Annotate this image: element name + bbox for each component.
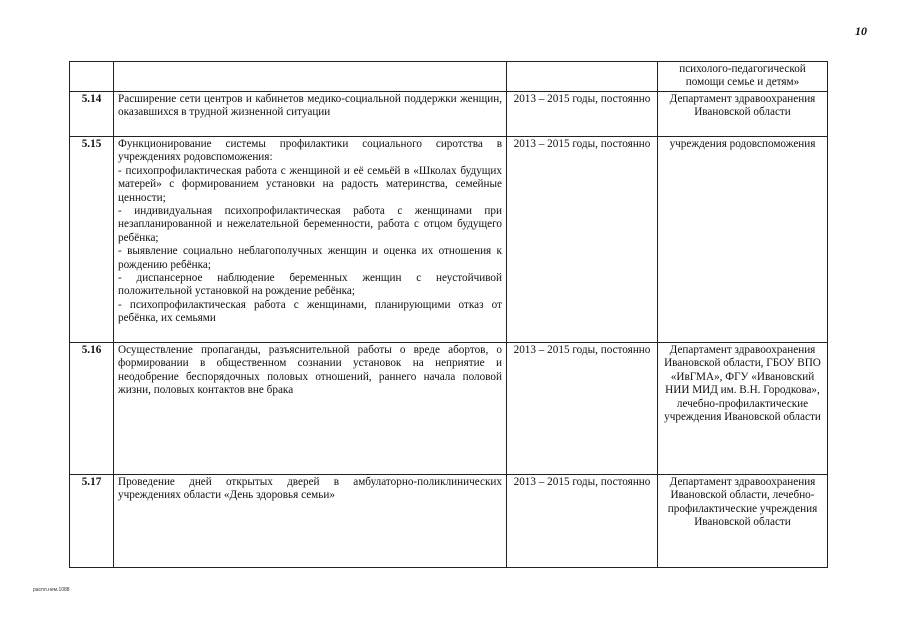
page-number: 10 <box>855 24 867 38</box>
description-bullet: - индивидуальная психопрофилактическая работа с женщинами при незапланированной и нежелательной беременности, работа с отцом будущего ребёнка; <box>118 205 502 244</box>
measure-term: 2013 – 2015 годы, постоянно <box>507 137 658 343</box>
table-row <box>70 475 828 568</box>
description-paragraph: Осуществление пропаганды, разъяснительной работы о вреде абортов, о формировании в общественном сознании установок на неприятие и неодобрение беспорядочных половых отношений, раннего начала половой жизни, половых контактов вне брака <box>118 344 502 397</box>
responsible-organization: психолого-педагогической помощи семье и детям» <box>658 62 828 92</box>
measure-description <box>114 62 507 92</box>
responsible-organization: Департамент здравоохранения Ивановской области, лечебно-профилактические учреждения Ивановской области <box>658 475 828 568</box>
measure-term <box>507 62 658 92</box>
responsible-organization: Департамент здравоохранения Ивановской области, ГБОУ ВПО «ИвГМА», ФГУ «Ивановский НИИ МИД им. В.Н. Городкова», лечебно-профилактические учреждения Ивановской области <box>658 343 828 475</box>
row-number: 5.14 <box>70 92 114 137</box>
description-bullet: - психопрофилактическая работа с женщиной и её семьёй в «Школах будущих матерей» с формированием установки на радость материнства, семейные ценности; <box>118 164 502 204</box>
table-row <box>70 137 828 343</box>
description-bullet: - выявление социально неблагополучных женщин и оценка их отношения к рождению ребёнка; <box>118 245 502 271</box>
measure-description <box>114 92 507 137</box>
description-paragraph: Функционирование системы профилактики социального сиротства в учреждениях родовспоможения: <box>118 138 502 164</box>
description-paragraph: Расширение сети центров и кабинетов медико-социальной поддержки женщин, оказавшихся в трудной жизненной ситуации <box>118 93 502 119</box>
footer-code: распл.нем.1088 <box>33 587 70 593</box>
row-number: 5.16 <box>70 343 114 475</box>
measure-description <box>114 343 507 475</box>
responsible-organization: Департамент здравоохранения Ивановской области <box>658 92 828 137</box>
measure-description <box>114 475 507 568</box>
measure-description <box>114 137 507 343</box>
description-bullet: - психопрофилактическая работа с женщинами, планирующими отказ от ребёнка, их семьями <box>118 298 502 325</box>
table-row <box>70 92 828 137</box>
row-number <box>70 62 114 92</box>
measure-term: 2013 – 2015 годы, постоянно <box>507 475 658 568</box>
table-row <box>70 343 828 475</box>
description-bullet: - диспансерное наблюдение беременных женщин с неустойчивой положительной установкой на рождение ребёнка; <box>118 272 502 298</box>
measure-term: 2013 – 2015 годы, постоянно <box>507 92 658 137</box>
measure-term: 2013 – 2015 годы, постоянно <box>507 343 658 475</box>
row-number: 5.15 <box>70 137 114 343</box>
table-row <box>70 62 828 92</box>
description-paragraph: Проведение дней открытых дверей в амбулаторно-поликлинических учреждениях области «День здоровья семьи» <box>118 476 502 502</box>
row-number: 5.17 <box>70 475 114 568</box>
measures-table <box>69 61 828 568</box>
responsible-organization: учреждения родовспоможения <box>658 137 828 343</box>
